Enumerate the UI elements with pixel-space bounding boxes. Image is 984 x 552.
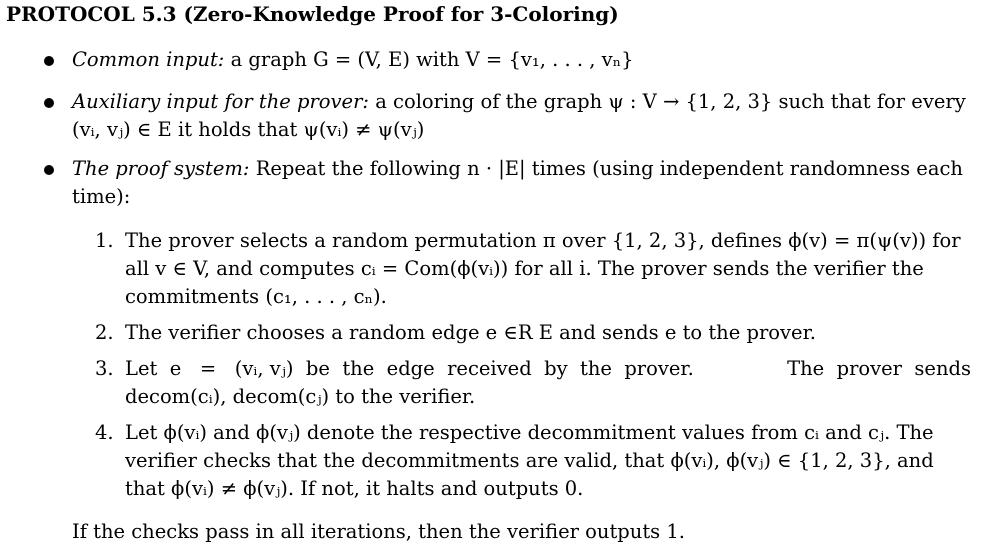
proof-system-text: Repeat the following n · |E| times (using independent randomness each xyxy=(255,157,963,180)
step-1-line-3: commitments (c₁, . . . , cₙ). xyxy=(125,285,387,308)
proof-system-line-2: time): xyxy=(72,185,131,208)
step-3-text-b: The prover sends xyxy=(787,357,971,380)
step-2-line-1: The verifier chooses a random edge e ∈R E and sends e to the prover. xyxy=(125,321,816,344)
auxiliary-input-text: a coloring of the graph ψ : V → {1, 2, 3} such that for every xyxy=(375,90,966,113)
step-1-line-1: The prover selects a random permutation π over {1, 2, 3}, defines ϕ(v) = π(ψ(v)) for xyxy=(125,229,961,252)
step-1-line-2: all v ∈ V, and computes cᵢ = Com(ϕ(vᵢ)) for all i. The prover sends the verifier the xyxy=(125,257,924,280)
step-4-line-1: Let ϕ(vᵢ) and ϕ(vⱼ) denote the respective decommitment values from cᵢ and cⱼ. The xyxy=(125,421,934,444)
auxiliary-input-line-2: (vᵢ, vⱼ) ∈ E it holds that ψ(vᵢ) ≠ ψ(vⱼ) xyxy=(72,118,425,141)
step-number: 1. xyxy=(95,229,114,252)
bullet-marker xyxy=(44,56,54,66)
step-number: 2. xyxy=(95,321,114,344)
step-3-line-1 xyxy=(125,357,971,380)
step-4-line-3: that ϕ(vᵢ) ≠ ϕ(vⱼ). If not, it halts and outputs 0. xyxy=(125,477,584,500)
protocol-title: PROTOCOL 5.3 (Zero-Knowledge Proof for 3-Coloring) xyxy=(6,2,619,26)
bullet-marker xyxy=(44,165,54,175)
bullet-marker xyxy=(44,98,54,108)
proof-system-line xyxy=(72,157,963,180)
auxiliary-input-label: Auxiliary input for the prover: xyxy=(72,90,369,113)
common-input-line xyxy=(72,48,634,71)
proof-system-label: The proof system: xyxy=(72,157,250,180)
auxiliary-input-line xyxy=(72,90,966,113)
step-number: 4. xyxy=(95,421,114,444)
step-4-line-2: verifier checks that the decommitments are valid, that ϕ(vᵢ), ϕ(vⱼ) ∈ {1, 2, 3}, and xyxy=(125,449,934,472)
conclusion-text: If the checks pass in all iterations, then the verifier outputs 1. xyxy=(72,520,685,543)
common-input-text: a graph G = (V, E) with V = {v₁, . . . , vₙ} xyxy=(230,48,634,71)
common-input-label: Common input: xyxy=(72,48,225,71)
step-3-text-a: Let e = (vᵢ, vⱼ) be the edge received by the prover. xyxy=(125,357,694,380)
step-3-line-2: decom(cᵢ), decom(cⱼ) to the verifier. xyxy=(125,385,476,408)
step-number: 3. xyxy=(95,357,114,380)
